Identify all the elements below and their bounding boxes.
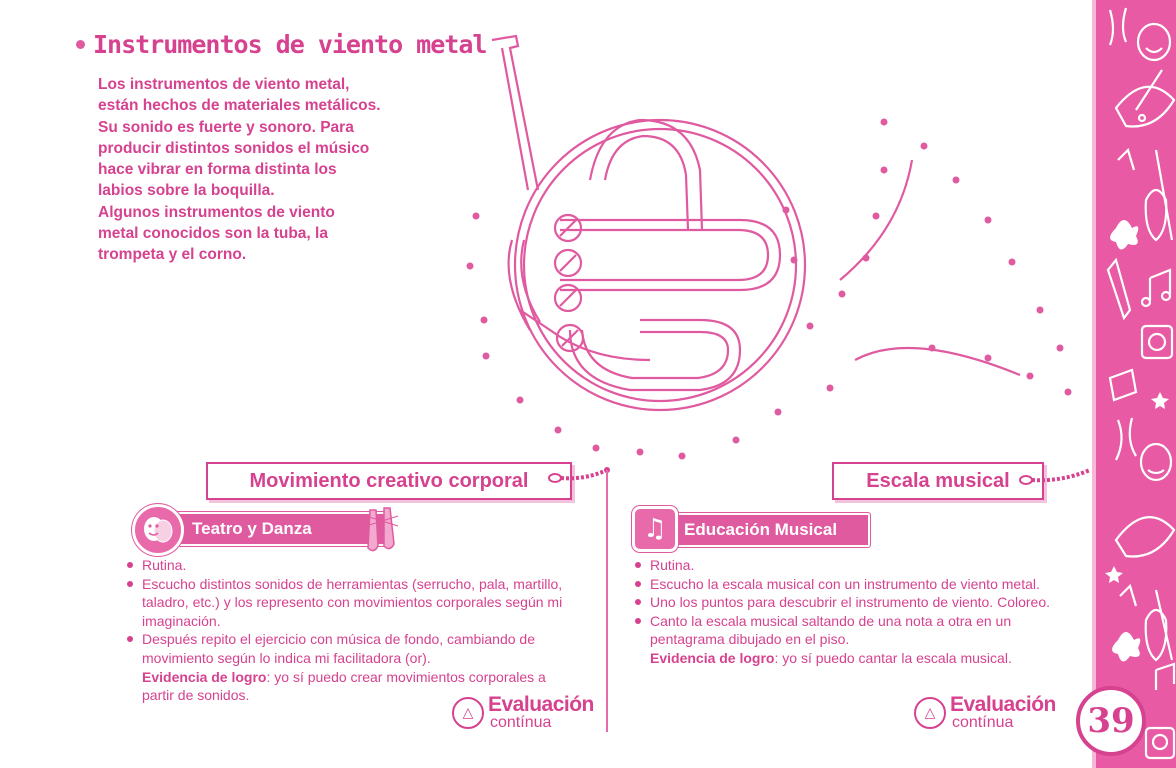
list-item: Rutina. (634, 556, 1079, 575)
section-header-movement: Movimiento creativo corporal (206, 462, 572, 500)
intro-line: Algunos instrumentos de viento (98, 203, 335, 221)
list-item: Canto la escala musical saltando de una nota a otra en un pentagrama dibujado en el piso. (634, 612, 1079, 649)
column-divider (606, 470, 608, 732)
rope-decoration (545, 458, 615, 498)
tag-theater-dance: Teatro y Danza (168, 512, 388, 546)
list-item: Escucho la escala musical con un instrumento de viento metal. (634, 575, 1079, 594)
rope-decoration (1016, 460, 1092, 500)
evaluation-title: Evaluación (950, 693, 1056, 716)
evidence-label: Evidencia de logro (650, 649, 775, 666)
intro-line: producir distintos sonidos el músico (98, 139, 370, 157)
page-number: 39 (1076, 686, 1146, 756)
movement-activity-list (126, 556, 576, 705)
list-item: Uno los puntos para descubrir el instrumento de viento. Coloreo. (634, 593, 1079, 612)
evaluation-icon: △ (452, 697, 484, 729)
evaluation-logo (452, 694, 594, 731)
intro-line: Su sonido es fuerte y sonoro. Para (98, 118, 354, 136)
evaluation-subtitle: contínua (952, 714, 1014, 731)
evaluation-subtitle: contínua (490, 714, 552, 731)
intro-text (98, 74, 408, 266)
scale-activity-list (634, 556, 1079, 668)
list-item: Rutina. (126, 556, 576, 575)
list-item: Después repito el ejercicio con música de fondo, cambiando de movimiento según lo indica mi facilitadora (or). (126, 630, 576, 667)
list-item: Escucho distintos sonidos de herramientas (serrucho, pala, martillo, taladro, etc.) y los represento con movimientos corporales según mi imaginación. (126, 575, 576, 631)
french-horn-illustration (440, 30, 1080, 470)
evidence-text: : yo sí puedo crear movimientos corporales a partir de sonidos. (142, 668, 546, 704)
evidence-line (634, 649, 1079, 668)
intro-line: trompeta y el corno. (98, 246, 247, 264)
evaluation-logo (914, 694, 1056, 731)
theater-masks-icon (132, 504, 184, 556)
intro-line: están hechos de materiales metálicos. (98, 97, 381, 115)
evidence-label: Evidencia de logro (142, 668, 267, 685)
intro-line: Los instrumentos de viento metal, (98, 76, 350, 93)
evaluation-icon: △ (914, 697, 946, 729)
music-note-icon: ♫ (632, 506, 678, 552)
evaluation-title: Evaluación (488, 693, 594, 716)
page-title: Instrumentos de viento metal (93, 30, 487, 59)
bullet-dot (76, 40, 85, 49)
tag-music-education: Educación Musical (668, 513, 870, 547)
ballet-shoes-icon (362, 506, 402, 556)
title-block (76, 30, 486, 59)
art-doodles-pattern (1096, 0, 1176, 768)
intro-line: labios sobre la boquilla. (98, 182, 275, 200)
decorative-side-strip (1092, 0, 1176, 768)
intro-line: metal conocidos son la tuba, la (98, 225, 328, 243)
evidence-text: : yo sí puedo cantar la escala musical. (774, 649, 1012, 666)
section-header-scale: Escala musical (832, 462, 1044, 500)
intro-line: hace vibrar en forma distinta los (98, 161, 337, 179)
